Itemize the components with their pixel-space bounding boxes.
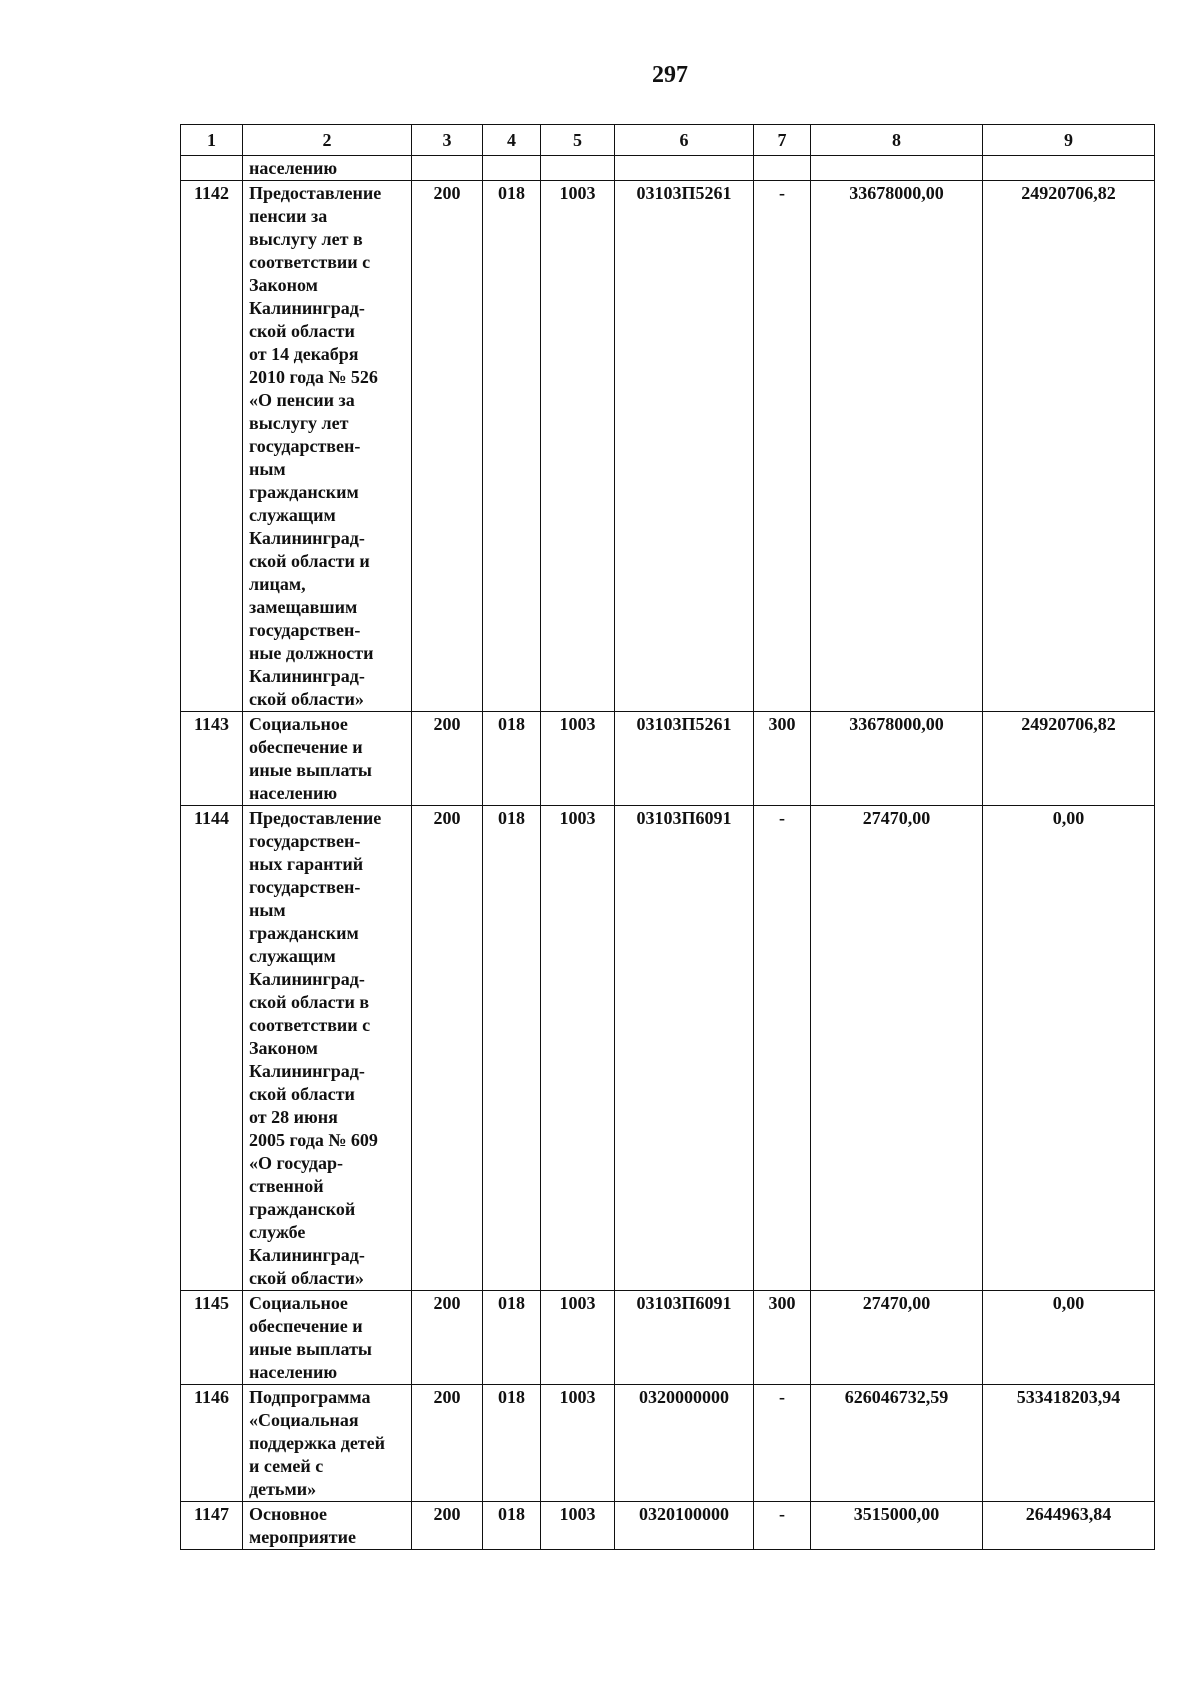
row-c6-cell: 03103П5261 [615,712,754,806]
row-c9-cell: 533418203,94 [983,1385,1155,1502]
column-header: 6 [615,125,754,156]
row-id-cell: 1147 [181,1502,243,1550]
row-c5-cell: 1003 [541,181,615,712]
row-c8-cell: 27470,00 [811,1291,983,1385]
row-id-cell: 1146 [181,1385,243,1502]
row-c3-cell: 200 [412,806,483,1291]
row-c6-cell: 03103П6091 [615,806,754,1291]
row-c4-cell: 018 [483,1502,541,1550]
row-c7-cell: - [754,806,811,1291]
table-row [181,156,1155,181]
row-c9-cell [983,156,1155,181]
row-c3-cell: 200 [412,1502,483,1550]
row-c4-cell: 018 [483,181,541,712]
table-row [181,181,1155,712]
row-c4-cell [483,156,541,181]
column-header: 5 [541,125,615,156]
row-c6-cell [615,156,754,181]
row-c7-cell [754,156,811,181]
row-c3-cell: 200 [412,1291,483,1385]
table-row [181,806,1155,1291]
column-header: 1 [181,125,243,156]
row-c7-cell: - [754,1385,811,1502]
row-c7-cell: 300 [754,712,811,806]
row-c9-cell: 2644963,84 [983,1502,1155,1550]
row-c7-cell: 300 [754,1291,811,1385]
row-c8-cell: 626046732,59 [811,1385,983,1502]
row-c6-cell: 0320000000 [615,1385,754,1502]
row-c5-cell: 1003 [541,1502,615,1550]
row-c6-cell: 03103П5261 [615,181,754,712]
row-name-cell: Основное мероприятие [243,1502,412,1550]
column-header: 9 [983,125,1155,156]
table-row [181,1385,1155,1502]
column-header: 4 [483,125,541,156]
row-c9-cell: 24920706,82 [983,181,1155,712]
table-header-row [181,125,1155,156]
row-c5-cell: 1003 [541,806,615,1291]
row-c4-cell: 018 [483,806,541,1291]
row-name-cell: Социальное обеспечение и иные выплаты населению [243,1291,412,1385]
row-c6-cell: 0320100000 [615,1502,754,1550]
row-c3-cell: 200 [412,181,483,712]
row-id-cell [181,156,243,181]
row-c6-cell: 03103П6091 [615,1291,754,1385]
page-number: 297 [652,62,688,88]
row-c8-cell: 33678000,00 [811,181,983,712]
row-id-cell: 1145 [181,1291,243,1385]
row-c5-cell: 1003 [541,712,615,806]
row-c7-cell: - [754,1502,811,1550]
table-row [181,1502,1155,1550]
row-c7-cell: - [754,181,811,712]
row-c4-cell: 018 [483,712,541,806]
row-c8-cell: 3515000,00 [811,1502,983,1550]
row-id-cell: 1143 [181,712,243,806]
row-c3-cell: 200 [412,712,483,806]
row-c9-cell: 0,00 [983,1291,1155,1385]
row-c8-cell: 33678000,00 [811,712,983,806]
column-header: 2 [243,125,412,156]
row-c9-cell: 24920706,82 [983,712,1155,806]
row-c4-cell: 018 [483,1291,541,1385]
row-c5-cell: 1003 [541,1385,615,1502]
column-header: 8 [811,125,983,156]
row-id-cell: 1142 [181,181,243,712]
row-name-cell: Предоставление пенсии за выслугу лет в соответствии с Законом Калининград- ской области от 14 декабря 2010 года № 526 «О пенсии за выслугу лет государствен- ным гражданским служащим Калининград- ской области и лицам, замещавшим государствен- ные должности Калининград- ской области» [243,181,412,712]
row-c3-cell: 200 [412,1385,483,1502]
row-c8-cell: 27470,00 [811,806,983,1291]
row-name-cell: населению [243,156,412,181]
column-header: 3 [412,125,483,156]
row-name-cell: Подпрограмма «Социальная поддержка детей и семей с детьми» [243,1385,412,1502]
column-header: 7 [754,125,811,156]
row-c8-cell [811,156,983,181]
row-c9-cell: 0,00 [983,806,1155,1291]
row-name-cell: Предоставление государствен- ных гарантий государствен- ным гражданским служащим Калининград- ской области в соответствии с Законом Калининград- ской области от 28 июня 2005 года № 609 «О государ- ственной гражданской службе Калининград- ской области» [243,806,412,1291]
budget-table [180,124,1155,1550]
row-c3-cell [412,156,483,181]
row-name-cell: Социальное обеспечение и иные выплаты населению [243,712,412,806]
row-id-cell: 1144 [181,806,243,1291]
row-c5-cell [541,156,615,181]
table-row [181,712,1155,806]
row-c5-cell: 1003 [541,1291,615,1385]
table-row [181,1291,1155,1385]
row-c4-cell: 018 [483,1385,541,1502]
